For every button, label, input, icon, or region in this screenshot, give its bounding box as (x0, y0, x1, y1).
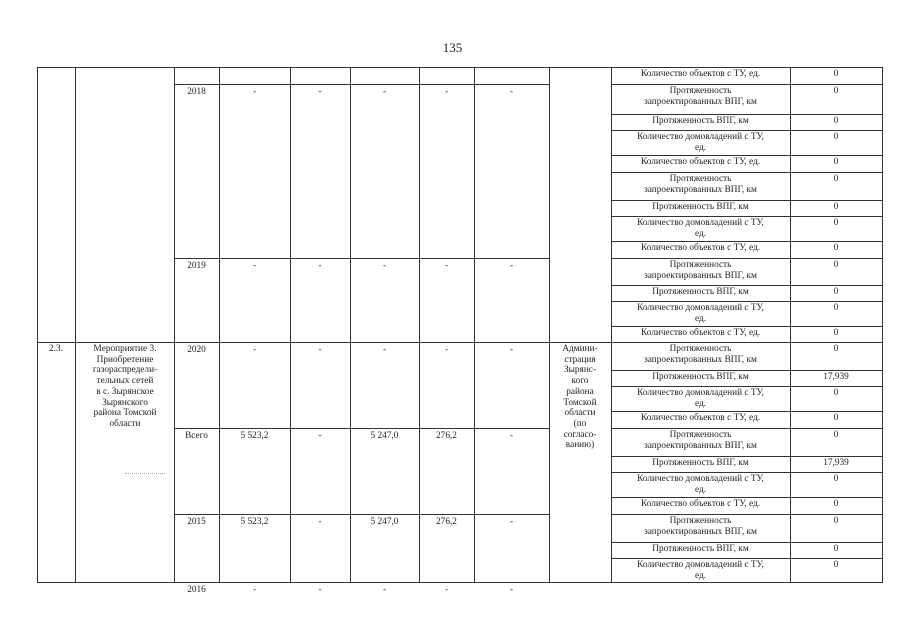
indicator-value: 0 (833, 303, 839, 313)
funding-value: - (509, 261, 514, 271)
indicator-separator (611, 558, 882, 559)
indicator-separator (611, 456, 882, 457)
column-line (174, 67, 175, 583)
year-label: 2019 (187, 261, 206, 271)
column-line (219, 67, 220, 583)
indicator-separator (611, 301, 882, 302)
indicator-value: 0 (833, 116, 839, 126)
indicator-value: 0 (833, 430, 839, 440)
indicator-value: 17,939 (823, 458, 849, 468)
indicator-value: 0 (833, 516, 839, 526)
indicator-name: Количество домовладений с ТУ, ед. (637, 560, 764, 581)
funding-value: - (318, 517, 322, 527)
indicator-separator (611, 200, 882, 201)
indicator-value: 0 (833, 474, 839, 484)
indicator-value: 0 (833, 287, 839, 297)
funding-value: - (382, 585, 387, 595)
column-line (549, 67, 550, 583)
program-table (37, 67, 882, 595)
indicator-value: 0 (833, 174, 839, 184)
indicator-name: Протяженность ВПГ, км (652, 458, 749, 468)
funding-value: 5 247,0 (370, 431, 399, 441)
indicator-value: 0 (833, 560, 839, 570)
indicator-separator (611, 428, 882, 429)
indicator-name: Количество домовладений с ТУ, ед. (637, 388, 764, 409)
funding-value: - (318, 585, 322, 595)
column-line (882, 67, 883, 583)
indicator-name: Протяженность запроектированных ВПГ, км (644, 260, 757, 281)
funding-value: - (444, 261, 449, 271)
indicator-name: Количество домовладений с ТУ, ед. (637, 303, 764, 324)
funding-value: 276,2 (436, 431, 457, 441)
indicator-name: Протяженность ВПГ, км (652, 287, 749, 297)
indicator-separator (611, 258, 882, 259)
indicator-value: 0 (833, 499, 839, 509)
column-line (350, 67, 351, 583)
top-border (37, 67, 883, 68)
indicator-name: Количество домовладений с ТУ, ед. (637, 132, 764, 153)
funding-value: - (382, 87, 387, 97)
indicator-value: 0 (833, 202, 839, 212)
indicator-separator (611, 472, 882, 473)
indicator-value: 17,939 (823, 372, 849, 382)
event-name: Мероприятие 3. Приобретение газораспредели- тельных сетей в с. Зырянское Зырянского района Томской области (92, 344, 158, 429)
indicator-value: 0 (833, 218, 839, 228)
funding-value: - (509, 585, 514, 595)
indicator-name: Протяженность ВПГ, км (652, 544, 749, 554)
indicator-separator (611, 130, 882, 131)
column-line (419, 67, 420, 583)
year-label: Всего (185, 431, 208, 441)
funding-value: - (318, 345, 322, 355)
year-separator (174, 258, 549, 259)
indicator-value: 0 (833, 344, 839, 354)
row-separator (37, 342, 174, 343)
dotted-mark (125, 473, 165, 474)
funding-value: 5 247,0 (370, 517, 399, 527)
indicator-name: Протяженность ВПГ, км (652, 372, 749, 382)
indicator-name: Протяженность запроектированных ВПГ, км (644, 174, 757, 195)
indicator-value: 0 (833, 69, 839, 79)
funding-value: - (509, 87, 514, 97)
funding-value: 276,2 (436, 517, 457, 527)
indicator-name: Протяженность запроектированных ВПГ, км (644, 430, 757, 451)
column-line (75, 67, 76, 583)
year-separator (174, 428, 549, 429)
indicator-separator (611, 216, 882, 217)
indicator-name: Протяженность ВПГ, км (652, 202, 749, 212)
year-separator (174, 342, 549, 343)
indicator-name: Протяженность запроектированных ВПГ, км (644, 344, 757, 365)
column-line (37, 67, 38, 583)
indicator-separator (611, 172, 882, 173)
indicator-separator (611, 514, 882, 515)
funding-value: 5 523,2 (240, 431, 269, 441)
indicator-separator (611, 411, 882, 412)
indicator-name: Количество домовладений с ТУ, ед. (637, 218, 764, 239)
funding-value: - (444, 87, 449, 97)
column-line (474, 67, 475, 583)
funding-value: - (444, 585, 449, 595)
indicator-name: Количество объектов с ТУ, ед. (640, 69, 761, 79)
indicator-name: Количество объектов с ТУ, ед. (640, 157, 761, 167)
indicator-value: 0 (833, 328, 839, 338)
indicator-separator (611, 370, 882, 371)
year-label: 2016 (187, 585, 206, 595)
row-number: 2.3. (49, 344, 63, 354)
funding-value: - (444, 345, 449, 355)
funding-value: - (509, 345, 514, 355)
indicator-separator (611, 155, 882, 156)
funding-value: 5 523,2 (240, 517, 269, 527)
indicator-value: 0 (833, 86, 839, 96)
funding-value: - (509, 431, 514, 441)
indicator-name: Протяженность ВПГ, км (652, 116, 749, 126)
funding-value: - (509, 517, 514, 527)
funding-value: - (318, 87, 322, 97)
indicator-separator (611, 386, 882, 387)
indicator-name: Количество домовладений с ТУ, ед. (637, 474, 764, 495)
indicator-value: 0 (833, 388, 839, 398)
year-label: 2015 (187, 517, 206, 527)
funding-value: - (252, 261, 257, 271)
funding-value: - (252, 345, 257, 355)
indicator-value: 0 (833, 157, 839, 167)
funding-value: - (252, 87, 257, 97)
indicator-value: 0 (833, 413, 839, 423)
funding-value: - (318, 261, 322, 271)
indicator-value: 0 (833, 243, 839, 253)
indicator-separator (611, 342, 882, 343)
indicator-name: Количество объектов с ТУ, ед. (640, 499, 761, 509)
indicator-name: Протяженность запроектированных ВПГ, км (644, 516, 757, 537)
indicator-separator (611, 542, 882, 543)
year-separator (174, 514, 549, 515)
year-separator (174, 84, 549, 85)
indicator-separator (611, 84, 882, 85)
funding-value: - (252, 585, 257, 595)
funding-value: - (382, 345, 387, 355)
indicator-value: 0 (833, 132, 839, 142)
indicator-name: Протяженность запроектированных ВПГ, км (644, 86, 757, 107)
indicator-separator (611, 326, 882, 327)
bottom-border (37, 582, 883, 583)
year-label: 2018 (187, 87, 206, 97)
page-number: 135 (442, 40, 463, 55)
executor: Админи- страция Зырянс- кого района Томской области (по согласо- ванию) (562, 344, 598, 451)
indicator-name: Количество объектов с ТУ, ед. (640, 243, 761, 253)
column-line (290, 67, 291, 583)
indicator-separator (611, 285, 882, 286)
indicator-name: Количество объектов с ТУ, ед. (640, 413, 761, 423)
indicator-separator (611, 497, 882, 498)
indicator-value: 0 (833, 260, 839, 270)
year-label: 2020 (187, 345, 206, 355)
row-separator (549, 342, 611, 343)
indicator-name: Количество объектов с ТУ, ед. (640, 328, 761, 338)
funding-value: - (382, 261, 387, 271)
funding-value: - (318, 431, 322, 441)
indicator-separator (611, 241, 882, 242)
indicator-value: 0 (833, 544, 839, 554)
indicator-separator (611, 114, 882, 115)
